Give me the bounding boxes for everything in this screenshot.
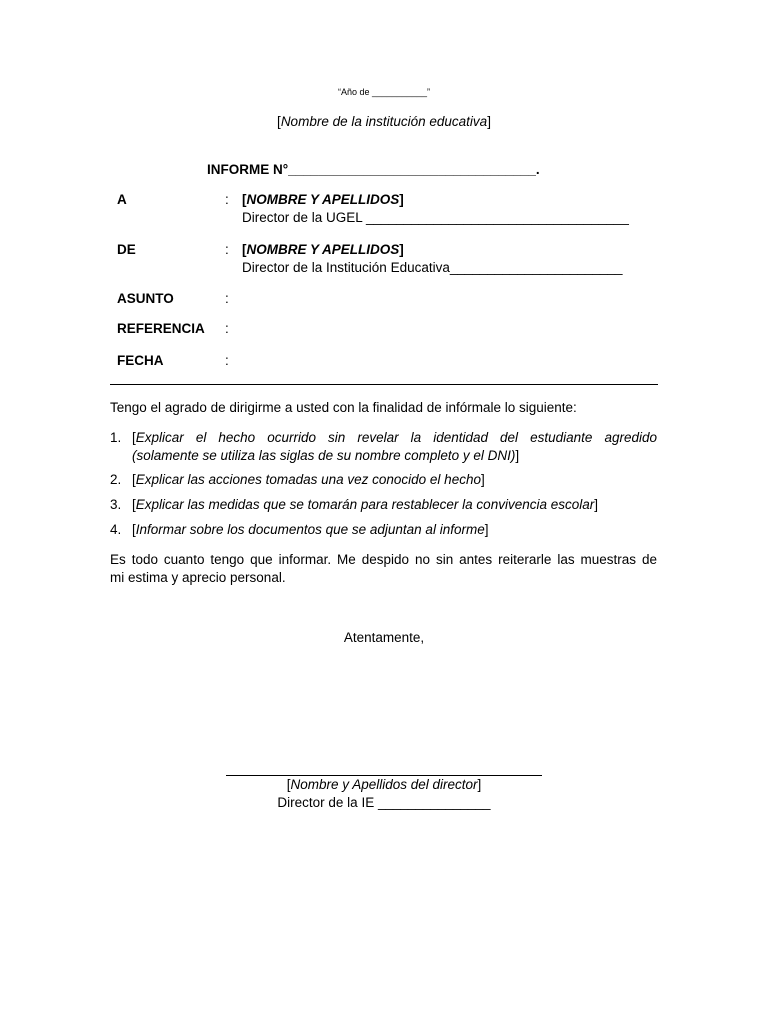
date-label: FECHA (117, 353, 164, 368)
signature-line (226, 775, 542, 776)
to-role: Director de la UGEL ___________________________________ (242, 210, 629, 225)
to-name-text: NOMBRE Y APELLIDOS (246, 192, 400, 207)
from-colon: : (225, 242, 229, 257)
list-item-2-number: 2. (110, 472, 122, 487)
list-item-1-bracket-open: [ (132, 430, 136, 445)
list-item-2-bracket-open: [ (132, 472, 136, 487)
institution-name-text: Nombre de la institución educativa (280, 114, 488, 129)
year-line: “Año de ___________” (337, 87, 431, 97)
list-item-1-number: 1. (110, 430, 122, 445)
closing-paragraph-line2: mi estima y aprecio personal. (110, 570, 286, 585)
intro-paragraph: Tengo el agrado de dirigirme a usted con la finalidad de infórmale lo siguiente: (110, 400, 577, 415)
from-name-bracket-open: [ (242, 242, 247, 257)
list-item-4-bracket-close: ] (484, 522, 489, 537)
signature-role: Director de la IE _______________ (277, 795, 491, 810)
list-item-1-line1 (132, 430, 657, 445)
list-item-2-bracket-close: ] (480, 472, 485, 487)
signature-bracket-open: [ (286, 777, 291, 792)
header-separator (110, 384, 658, 385)
date-colon: : (225, 353, 229, 368)
closing-paragraph-line1: Es todo cuanto tengo que informar. Me despido no sin antes reiterarle las muestras de (110, 552, 657, 567)
list-item-3-bracket-close: ] (594, 497, 599, 512)
to-name-bracket-open: [ (242, 192, 247, 207)
to-label: A (117, 192, 127, 207)
to-colon: : (225, 192, 229, 207)
list-item-1-bracket-close: ] (515, 448, 520, 463)
subject-colon: : (225, 291, 229, 306)
list-item-2-text: Explicar las acciones tomadas una vez conocido el hecho (135, 472, 481, 487)
informe-number-blank: _________________________________. (288, 162, 540, 177)
list-item-1-text: Explicar el hecho ocurrido sin revelar la identidad del estudiante agredido (135, 430, 657, 445)
from-name-bracket-close: ] (399, 242, 404, 257)
from-role: Director de la Institución Educativa_______________________ (242, 260, 623, 275)
from-label: DE (117, 242, 136, 257)
informe-title-text: INFORME N° (207, 162, 289, 177)
informe-title (207, 162, 540, 177)
list-item-3-number: 3. (110, 497, 122, 512)
institution-name (0, 114, 768, 129)
list-item-1-line2 (132, 448, 519, 463)
list-item-4 (132, 522, 488, 537)
to-name-bracket-close: ] (399, 192, 404, 207)
from-name-text: NOMBRE Y APELLIDOS (246, 242, 400, 257)
list-item-4-text: Informar sobre los documentos que se adjuntan al informe (135, 522, 485, 537)
institution-bracket-open: [ (277, 114, 281, 129)
to-name (242, 192, 404, 207)
signature-name-text: Nombre y Apellidos del director (290, 777, 478, 792)
list-item-4-bracket-open: [ (132, 522, 136, 537)
reference-label: REFERENCIA (117, 321, 205, 336)
reference-colon: : (225, 321, 229, 336)
from-name (242, 242, 404, 257)
list-item-2 (132, 472, 485, 487)
signature-bracket-close: ] (477, 777, 482, 792)
signature-name (0, 777, 768, 792)
subject-label: ASUNTO (117, 291, 174, 306)
institution-bracket-close: ] (487, 114, 491, 129)
list-item-3 (132, 497, 598, 512)
list-item-4-number: 4. (110, 522, 122, 537)
list-item-3-text: Explicar las medidas que se tomarán para restablecer la convivencia escolar (135, 497, 595, 512)
list-item-1-text-cont: (solamente se utiliza las siglas de su nombre completo y el DNI) (132, 448, 516, 463)
list-item-3-bracket-open: [ (132, 497, 136, 512)
salutation: Atentamente, (343, 630, 425, 645)
